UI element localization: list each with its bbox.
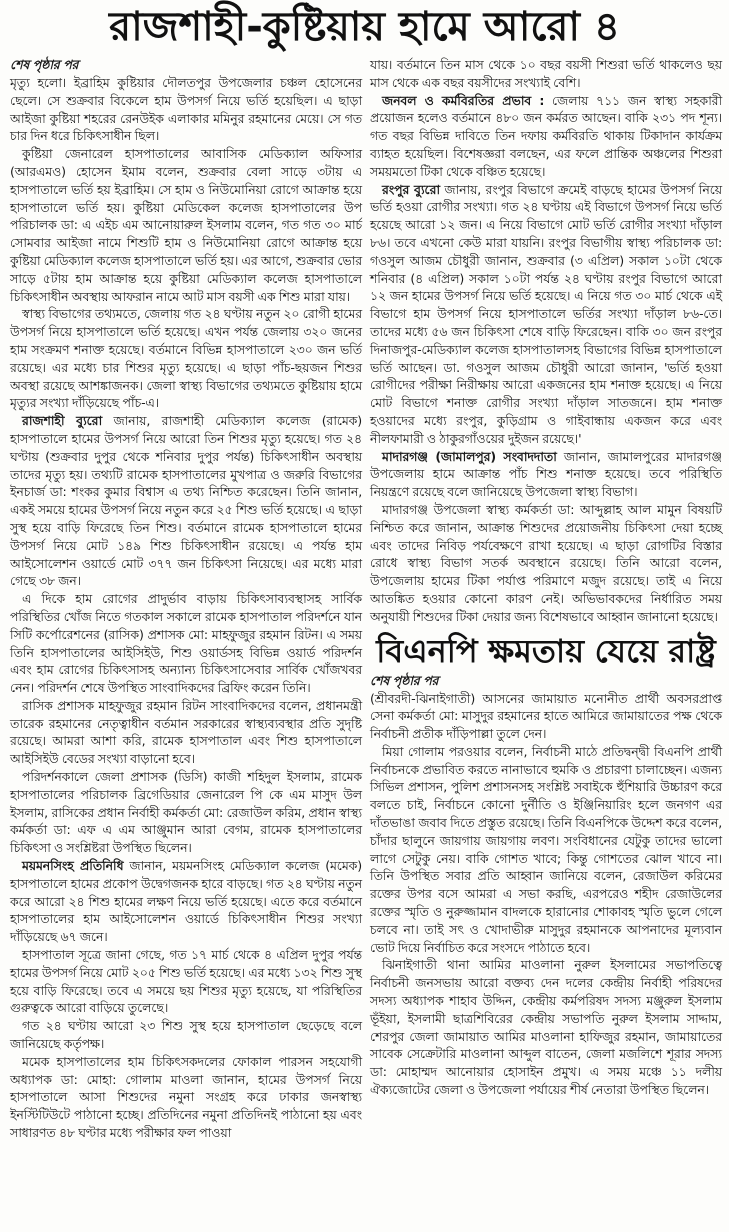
paragraph	[370, 92, 722, 181]
dateline-lead: রংপুর ব্যুরো	[382, 181, 440, 197]
second-story-headline: বিএনপি ক্ষমতায় যেয়ে রাষ্ট্র	[376, 631, 716, 670]
paragraph: মাদারগঞ্জ উপজেলা স্বাস্থ্য কর্মকর্তা ডা: আব্দুল্লাহ আল মামুন বিষয়টি নিশ্চিত করে জানান, আক্রান্ত শিশুদের প্রয়োজনীয় চিকিৎসা দেয়া হচ্ছে এবং তাদের নিবিড় পর্যবেক্ষণে রাখা হয়েছে। এ ছাড়া রোগটির বিস্তার রোধে স্বাস্থ্য বিভাগ সতর্ক অবস্থানে রয়েছে। তিনি আরো বলেন, উপজেলায় হামের টিকা পর্যাপ্ত পরিমাণে মজুদ রয়েছে। তাই এ নিয়ে আতঙ্কিত হওয়ার কোনো কারণ নেই। অভিভাবকদের নির্ধারিত সময় অনুযায়ী শিশুদের টিকা দেয়ার জন্য বিশেষভাবে আহ্বান জানানো হয়েছে।	[370, 501, 722, 624]
paragraph: ঝিনাইগাতী থানা আমির মাওলানা নুরুল ইসলামের সভাপতিত্বে নির্বাচনী জনসভায় আরো বক্তব্য দেন দলের কেন্দ্রীয় নির্বাহী পরিষদের সদস্য অধ্যাপক শাহাব উদ্দিন, কেন্দ্রীয় কর্মপরিষদ সদস্য মঞ্জুরুল ইসলাম ভূঁইয়া, ইসলামী ছাত্রশিবিরের কেন্দ্রীয় সভাপতি নুরুল ইসলাম সাদ্দাম, শেরপুর জেলা জামায়াত আমির মাওলানা হাফিজুর রহমান, জামায়াতের সাবেক সেক্রেটারি মাওলানা আব্দুল বাতেন, জেলা মজলিশে শূরার সদস্য ডা: মোহাম্মদ আনোয়ার হোসাইন প্রমুখ। এ সময় মঞ্চে ১১ দলীয় ঐক্যজোটের জেলা ও উপজেলা পর্যায়ের শীর্ষ নেতারা উপস্থিত ছিলেন।	[370, 957, 722, 1098]
paragraph-text: জেলায় ৭১১ জন স্বাস্থ্য সহকারী প্রয়োজন হলেও বর্তমানে ৪৮০ জন কর্মরত আছেন। বাকি ২৩১ পদ শূন্য। গত বছর বিভিন্ন দাবিতে তিন দফায় কর্মবিরতি থাকায় টিকাদান কার্যক্রম ব্যাহত হয়েছিল। বিশেষজ্ঞরা বলছেন, এর ফলে প্রান্তিক অঞ্চলের শিশুরা সময়মতো টিকা থেকে বঞ্চিত হয়েছে।	[370, 92, 722, 179]
continued-kicker: শেষ পৃষ্ঠার পর	[10, 57, 79, 72]
paragraph-text: জানান, ময়মনসিংহ মেডিক্যাল কলেজ (মমেক) হাসপাতালে হামের প্রকোপ উদ্বেগজনক হারে বাড়ছে। গত ২৪ ঘণ্টায় নতুন করে আরো ২৪ শিশু হামের লক্ষণ নিয়ে ভর্তি হয়েছে। এতে করে বর্তমানে হাসপাতালের হাম আইসোলেশন ওয়ার্ডে চিকিৎসাধীন শিশুর সংখ্যা দাঁড়িয়েছে ৬৭ জনে।	[10, 858, 362, 945]
left-column	[10, 56, 362, 1142]
dateline-lead: ময়মনসিংহ প্রতিনিধি	[22, 858, 124, 874]
paragraph	[10, 857, 362, 946]
paragraph: মমেক হাসপাতালের হাম চিকিৎসকদলের ফোকাল পারসন সহযোগী অধ্যাপক ডা: মোহা: গোলাম মাওলা জানান, হামের উপসর্গ নিয়ে হাসপাতালে আসা শিশুদের নমুনা সংগ্রহ করে ঢাকার জনস্বাস্থ্য ইনস্টিটিউটে পাঠানো হচ্ছে। প্রতিদিনের নমুনা প্রতিদিনই পাঠানো হয় এবং সাধারণত ৪৮ ঘণ্টার মধ্যে পরীক্ষার ফল পাওয়া	[10, 1053, 362, 1141]
paragraph: (শ্রীবরদী-ঝিনাইগাতী) আসনের জামায়াত মনোনীত প্রার্থী অবসরপ্রাপ্ত সেনা কর্মকর্তা মো: মাসুদুর রহমানের হাতে আমিরে জামায়াতের পক্ষ থেকে নির্বাচনী প্রতীক দাঁড়িপাল্লা তুলে দেন।	[370, 690, 722, 742]
paragraph-text: জানান, জামালপুরের মাদারগঞ্জ উপজেলায় হামে আক্রান্ত পাঁচ শিশু শনাক্ত হয়েছে। তবে পরিস্থিতি নিয়ন্ত্রণে রয়েছে বলে জানিয়েছে উপজেলা স্বাস্থ্য বিভাগ।	[370, 448, 722, 500]
main-headline: রাজশাহী-কুষ্টিয়ায় হামে আরো ৪	[109, 4, 620, 50]
paragraph-text: জানায়, রংপুর বিভাগে ক্রমেই বাড়ছে হামের উপসর্গ নিয়ে ভর্তি হওয়া রোগীর সংখ্যা। গত ২৪ ঘণ্টায় এই বিভাগে উপসর্গ নিয়ে ভর্তি হয়েছে আরো ১২ জন। এ নিয়ে বিভাগে মোট ভর্তি রোগীর সংখ্যা দাঁড়াল ৮৬। তবে এখনো কেউ মারা যায়নি। রংপুর বিভাগীয় স্বাস্থ্য পরিচালক ডা: গওসুল আজম চৌধুরী জানান, শুক্রবার (৩ এপ্রিল) সকাল ১০টা থেকে শনিবার (৪ এপ্রিল) সকাল ১০টা পর্যন্ত ২৪ ঘণ্টায় রংপুর বিভাগে আরো ১২ জন হামের উপসর্গ নিয়ে ভর্তি হয়েছে। এ নিয়ে গত ৩০ মার্চ থেকে এই বিভাগে হাম উপসর্গ নিয়ে হাসপাতালে ভর্তির সংখ্যা দাঁড়াল ৮৬-তে। তাদের মধ্যে ৫৬ জন চিকিৎসা শেষে বাড়ি ফিরেছেন। বাকি ৩০ জন রংপুর দিনাজপুর-মেডিক্যাল কলেজ হাসপাতালসহ বিভাগের বিভিন্ন হাসপাতালে ভর্তি আছেন। ডা. গওসুল আজম চৌধুরী আরো জানান, 'ভর্তি হওয়া রোগীদের পরীক্ষা নিরীক্ষায় আরো একজনের হাম শনাক্ত হয়েছে। এ নিয়ে মোট বিভাগে শনাক্ত রোগীর সংখ্যা দাঁড়াল সাতজনে। হাম শনাক্ত হওয়াদের মধ্যে রংপুর, কুড়িগ্রাম ও গাইবান্ধায় একজন করে এবং নীলফামারী ও ঠাকুরগাঁওয়ের দুইজন রয়েছে।'	[370, 181, 723, 446]
paragraph: মিয়া গোলাম পরওয়ার বলেন, নির্বাচনী মাঠে প্রতিদ্বন্দ্বী বিএনপি প্রার্থী নির্বাচনকে প্রভাবিত করতে নানাভাবে হুমকি ও প্রচারণা চালাচ্ছেন। এজন্য সিভিল প্রশাসন, পুলিশ প্রশাসনসহ সংশ্লিষ্ট সবাইকে হুঁশিয়ারি উচ্চারণ করে বলতে চাই, নির্বাচনে কোনো দুর্নীতি ও ইঞ্জিনিয়ারিং হলে জনগণ এর দাঁতভাঙা জবাব দিতে প্রস্তুত রয়েছে। তিনি বিএনপিকে উদ্দেশ করে বলেন, চাঁদার ছালুনে জায়গায় জায়গায় লবণ। সংবিধানের যেটুকু তাদের ভালো লাগে সেটুকু নেয়। বাকি গোশত খাবে; কিন্তু গোশতের ঝোল খাবে না। তিনি উপস্থিত সবার প্রতি আহ্বান জানিয়ে বলেন, রেজাউল করিমের রক্তের উপর বসে আমরা এ সভা করছি, এরপরেও শহীদ রেজাউলের রক্তের স্মৃতি ও নুরুজ্জামান বাদলকে হারানোর শোকাবহ স্মৃতি ভুলে গেলে চলবে না। তাই সৎ ও খোদাভীরু মাসুদুর রহমানকে আপনাদের মূল্যবান ভোট দিয়ে নির্বাচিত করে সংসদে পাঠাতে হবে।	[370, 743, 722, 955]
paragraph	[10, 412, 362, 590]
continued-kicker: শেষ পৃষ্ঠার পর	[370, 672, 439, 688]
subhead-lead: জনবল ও কর্মবিরতির প্রভাব :	[382, 92, 545, 108]
dateline-lead: রাজশাহী ব্যুরো	[22, 413, 103, 429]
paragraph: কুষ্টিয়া জেনারেল হাসপাতালের আবাসিক মেডিক্যাল অফিসার (আরএমও) হোসেন ইমাম বলেন, শুক্রবার বেলা সাড়ে ৩টায় এ হাসপাতালে ভর্তি হয় ইব্রাহিম। সে হাম ও নিউমোনিয়া রোগে আক্রান্ত হয়ে হাসপাতালে ভর্তি হয়। কুষ্টিয়া মেডিকেল কলেজ হাসপাতালের উপ পরিচালক ডা: এ এইচ এম আনোয়ারুল ইসলাম বলেন, গত গত ৩০ মার্চ সোমবার আইজা নামে শিশুটি হাম ও নিউমোনিয়া রোগে আক্রান্ত হয়ে কুষ্টিয়া মেডিক্যাল কলেজ হাসপাতালে ভর্তি হয়। এর আগে, শুক্রবার ভোর সাড়ে ৫টায় হাম আক্রান্ত হয়ে কুষ্টিয়া মেডিক্যাল কলেজ হাসপাতালে চিকিৎসাধীন অবস্থায় আফরান নামে আট মাস বয়সী এক শিশু মারা যায়।	[10, 146, 362, 304]
paragraph: পরিদর্শনকালে জেলা প্রশাসক (ডিসি) কাজী শহিদুল ইসলাম, রামেক হাসপাতালের পরিচালক ব্রিগেডিয়ার জেনারেল পি কে এম মাসুদ উল ইসলাম, রাসিকের প্রধান নির্বাহী কর্মকর্তা মো: রেজাউল করিম, প্রধান স্বাস্থ্য কর্মকর্তা ডা: এফ এ এম আঞ্জুমান আরা বেগম, রামেক হাসপাতালের চিকিৎসা ও সংশ্লিষ্টরা উপস্থিত ছিলেন।	[10, 769, 362, 856]
paragraph: যায়। বর্তমানে তিন মাস থেকে ১০ বছর বয়সী শিশুরা ভর্তি থাকলেও ছয় মাস থেকে এক বছর বয়সীদের সংখ্যাই বেশি।	[370, 57, 722, 90]
paragraph: মৃত্যু হলো। ইব্রাহিম কুষ্টিয়ার দৌলতপুর উপজেলার চঞ্চল হোসেনের ছেলে। সে শুক্রবার বিকেলে হাম উপসর্গ নিয়ে ভর্তি হয়েছিল। এ ছাড়া আইজা কুষ্টিয়া শহরের রেনউইক এলাকার মমিনুর রহমানের মেয়ে। সে গত চার দিন ধরে চিকিৎসাধীন ছিল।	[10, 75, 362, 144]
paragraph: হাসপাতাল সূত্রে জানা গেছে, গত ১৭ মার্চ থেকে ৪ এপ্রিল দুপুর পর্যন্ত হামের উপসর্গ নিয়ে মোট ২০৫ শিশু ভর্তি হয়েছে। এর মধ্যে ১৩২ শিশু সুস্থ হয়ে বাড়ি ফিরেছে। তবে এ সময়ে ছয় শিশুর মৃত্যু হয়েছে, যা পরিস্থিতির গুরুত্বকে আরো বাড়িয়ে তুলেছে।	[10, 947, 362, 1016]
paragraph-text: জানায়, রাজশাহী মেডিক্যাল কলেজ (রামেক) হাসপাতালে হামের উপসর্গ নিয়ে আরো তিন শিশুর মৃত্যু হয়েছে। গত ২৪ ঘণ্টায় (শুক্রবার দুপুর থেকে শনিবার দুপুর পর্যন্ত) চিকিৎসাধীন অবস্থায় তাদের মৃত্যু হয়। তথ্যটি রামেক হাসপাতালের মুখপাত্র ও জরুরি বিভাগের ইনচার্জ ডা: শংকর কুমার বিশ্বাস এ তথ্য নিশ্চিত করেছেন। তিনি জানান, একই সময়ে হামের উপসর্গ নিয়ে নতুন করে ২৫ শিশু ভর্তি হয়েছে। এ ছাড়া সুস্থ হয়ে বাড়ি ফিরেছে তিন শিশু। বর্তমানে রামেক হাসপাতালে হামের উপসর্গ নিয়ে মোট ১৪৯ শিশু চিকিৎসাধীন রয়েছে। এ পর্যন্ত হাম আইসোলেশন ওয়ার্ডে মোট ৩৭৭ জন চিকিৎসা নিয়েছে। এর মধ্যে মারা গেছে ৩৮ জন।	[10, 413, 362, 589]
paragraph	[370, 181, 722, 448]
paragraph: এ দিকে হাম রোগের প্রাদুর্ভাব বাড়ায় চিকিৎসাব্যবস্থাসহ সার্বিক পরিস্থিতির খোঁজ নিতে গতকাল সকালে রামেক হাসপাতাল পরিদর্শনে যান সিটি কর্পোরেশনের (রাসিক) প্রশাসক মো: মাহফুজুর রহমান রিটন। এ সময় তিনি হাসপাতালের আইসিইউ, শিশু ওয়ার্ডসহ বিভিন্ন ওয়ার্ড পরিদর্শন এবং হাম রোগের চিকিৎসাসহ অন্যান্য চিকিৎসাসেবার সার্বিক খোঁজখবর নেন। পরিদর্শন শেষে উপস্থিত সাংবাদিকদের ব্রিফিং করেন তিনি।	[10, 591, 362, 696]
columns	[0, 52, 729, 1142]
dateline-lead: মাদারগঞ্জ (জামালপুর) সংবাদদাতা	[382, 448, 557, 464]
right-column	[370, 56, 722, 1142]
paragraph	[370, 448, 722, 501]
paragraph: রাসিক প্রশাসক মাহফুজুর রহমান রিটন সাংবাদিকদের বলেন, প্রধানমন্ত্রী তারেক রহমানের নেতৃত্বাধীন বর্তমান সরকারের স্বাস্থ্যব্যবস্থার প্রতি সুদৃষ্টি রয়েছে। আমরা আশা করি, রামেক হাসপাতাল এবং শিশু হাসপাতালে আইসিইউ বেডের সংখ্যা বাড়ানো হবে।	[10, 697, 362, 767]
paragraph: স্বাস্থ্য বিভাগের তথ্যমতে, জেলায় গত ২৪ ঘণ্টায় নতুন ২০ রোগী হামের উপসর্গ নিয়ে হাসপাতালে ভর্তি হয়েছে। এখন পর্যন্ত জেলায় ৩২০ জনের হাম সংক্রমণ শনাক্ত হয়েছে। বর্তমানে বিভিন্ন হাসপাতালে ২৩০ জন ভর্তি রয়েছে। এর মধ্যে চার শিশুর মৃত্যু হয়েছে। এ ছাড়া পাঁচ-ছয়জন শিশুর অবস্থা রয়েছে আশঙ্কাজনক। জেলা স্বাস্থ্য বিভাগের তথ্যমতে কুষ্টিয়ায় হামে মৃত্যুর সংখ্যা দাঁড়িয়েছে পাঁচ-এ।	[10, 306, 362, 411]
paragraph: গত ২৪ ঘণ্টায় আরো ২৩ শিশু সুস্থ হয়ে হাসপাতাল ছেড়েছে বলে জানিয়েছে কর্তৃপক্ষ।	[10, 1018, 362, 1052]
